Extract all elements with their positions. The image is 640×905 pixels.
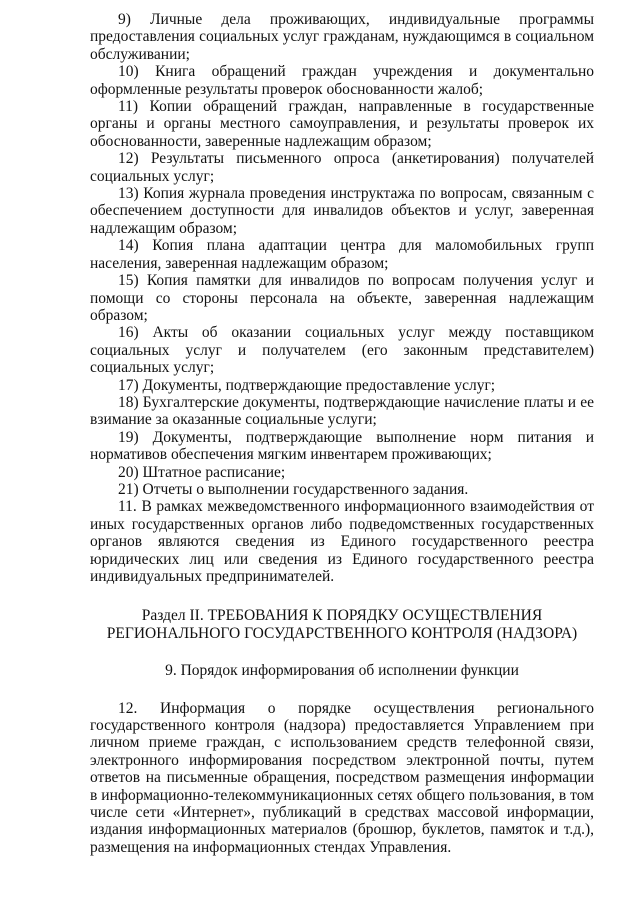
section-title-line-1: Раздел II. ТРЕБОВАНИЯ К ПОРЯДКУ ОСУЩЕСТВЛЕНИЯ: [141, 607, 543, 625]
list-item-14: 14) Копия плана адаптации центра для маломобильных групп населения, заверенная надлежащим образом;: [90, 237, 594, 272]
list-item-11: 11) Копии обращений граждан, направленные в государственные органы и органы местного самоуправления, и результаты проверок их обоснованности, заверенные надлежащим образом;: [90, 98, 594, 150]
document-page: [90, 11, 594, 856]
subsection-title: 9. Порядок информирования об исполнении функции: [165, 662, 519, 680]
list-item-13: 13) Копия журнала проведения инструктажа по вопросам, связанным с обеспечением доступности для инвалидов объектов и услуг, заверенная надлежащим образом;: [90, 185, 594, 237]
paragraph-11: 11. В рамках межведомственного информационного взаимодействия от иных государственных органов либо подведомственных государственных органов являются сведения из Единого государственного реестра юридических лиц или сведения из Единого государственного реестра индивидуальных предпринимателей.: [90, 498, 594, 585]
list-item-10: 10) Книга обращений граждан учреждения и документально оформленные результаты проверок обоснованности жалоб;: [90, 63, 594, 98]
list-item-15: 15) Копия памятки для инвалидов по вопросам получения услуг и помощи со стороны персонала на объекте, заверенная надлежащим образом;: [90, 272, 594, 324]
list-item-20: 20) Штатное расписание;: [118, 463, 286, 481]
list-item-21: 21) Отчеты о выполнении государственного задания.: [118, 480, 469, 498]
section-title: [90, 607, 594, 642]
list-item-19: 19) Документы, подтверждающие выполнение норм питания и нормативов обеспечения мягким инвентарем проживающих;: [90, 428, 594, 464]
list-item-9: 9) Личные дела проживающих, индивидуальные программы предоставления социальных услуг гражданам, нуждающимся в социальном обслуживании;: [90, 11, 594, 63]
section-title-line-2: РЕГИОНАЛЬНОГО ГОСУДАРСТВЕННОГО КОНТРОЛЯ (НАДЗОРА): [106, 624, 578, 642]
list-item-16: 16) Акты об оказании социальных услуг между поставщиком социальных услуг и получателем (его законным представителем) социальных услуг;: [90, 324, 594, 377]
list-item-18: 18) Бухгалтерские документы, подтверждающие начисление платы и ее взимание за оказанные социальные услуги;: [90, 393, 594, 429]
paragraph-12: 12. Информация о порядке осуществления регионального государственного контроля (надзора) предоставляется Управлением при личном приеме граждан, с использованием средств телефонной связи, электронного информирования посредством электронной почты, путем ответов на письменные обращения, посредством размещения информации в информационно-телекоммуникационных сетях общего пользования, в том числе сети «Интернет», публикаций в средствах массовой информации, издания информационных материалов (брошюр, буклетов, памяток и т.д.), размещения на информационных стендах Управления.: [90, 699, 594, 856]
list-item-17: 17) Документы, подтверждающие предоставление услуг;: [118, 376, 496, 394]
list-item-12: 12) Результаты письменного опроса (анкетирования) получателей социальных услуг;: [90, 150, 594, 185]
